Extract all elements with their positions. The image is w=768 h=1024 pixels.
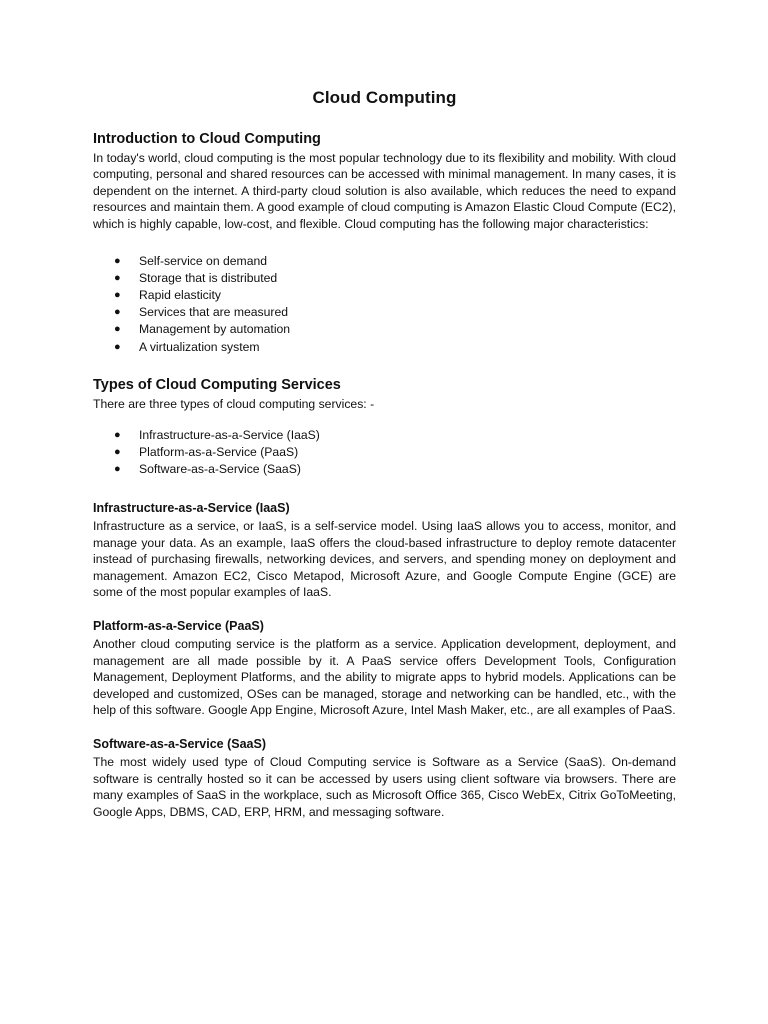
saas-heading: Software-as-a-Service (SaaS) xyxy=(93,737,266,752)
bullet-icon: ● xyxy=(114,289,121,302)
iaas-heading: Infrastructure-as-a-Service (IaaS) xyxy=(93,501,290,516)
bullet-icon: ● xyxy=(114,463,121,476)
characteristics-list xyxy=(93,253,676,356)
paas-section xyxy=(93,618,676,718)
list-item: ● Storage that is distributed xyxy=(114,270,676,287)
document-page xyxy=(93,88,676,820)
document-title: Cloud Computing xyxy=(312,88,457,107)
iaas-paragraph: Infrastructure as a service, or IaaS, is a self-service model. Using IaaS allows you to access, monitor, and manage your data. As an example, IaaS offers the cloud-based infrastructure to deploy remote datacenter instead of purchasing firewalls, networking devices, and servers, and spending money on deployment and management. Amazon EC2, Cisco Metapod, Microsoft Azure, and Google Compute Engine (GCE) are some of the most popular examples of IaaS. xyxy=(93,519,676,599)
list-item: ● Platform-as-a-Service (PaaS) xyxy=(114,444,676,461)
types-heading: Types of Cloud Computing Services xyxy=(93,376,341,393)
list-item: ● Software-as-a-Service (SaaS) xyxy=(114,461,676,478)
bullet-icon: ● xyxy=(114,272,121,285)
bullet-icon: ● xyxy=(114,255,121,268)
list-item: ● Infrastructure-as-a-Service (IaaS) xyxy=(114,427,676,444)
bullet-icon: ● xyxy=(114,306,121,319)
iaas-section xyxy=(93,500,676,600)
types-lead: There are three types of cloud computing services: - xyxy=(93,396,375,411)
list-item: ● Rapid elasticity xyxy=(114,287,676,304)
saas-section xyxy=(93,736,676,820)
bullet-icon: ● xyxy=(114,323,121,336)
intro-paragraph: In today's world, cloud computing is the most popular technology due to its flexibility and mobility. With cloud computing, personal and shared resources can be accessed with minimal management. In many cases, it is dependent on the internet. A third-party cloud solution is also available, which reduces the need to expand resources and maintain them. A good example of cloud computing is Amazon Elastic Cloud Compute (EC2), which is highly capable, low-cost, and flexible. Cloud computing has the following major characteristics: xyxy=(93,151,676,231)
list-item: ● A virtualization system xyxy=(114,339,676,356)
paas-paragraph: Another cloud computing service is the platform as a service. Application development, deployment, and management are all made possible by it. A PaaS service offers Development Tools, Configuration Management, Deployment Platforms, and the ability to migrate apps to hybrid models. Applications can be developed and customized, OSes can be managed, storage and networking can be handled, etc., with the help of this software. Google App Engine, Microsoft Azure, Intel Mash Maker, etc., are all examples of PaaS. xyxy=(93,637,676,717)
list-item: ● Services that are measured xyxy=(114,304,676,321)
saas-paragraph: The most widely used type of Cloud Computing service is Software as a Service (SaaS). On-demand software is centrally hosted so it can be accessed by users using client software via browsers. There are many examples of SaaS in the workplace, such as Microsoft Office 365, Cisco WebEx, Citrix GoToMeeting, Google Apps, DBMS, CAD, ERP, HRM, and messaging software. xyxy=(93,755,676,819)
list-item: ● Self-service on demand xyxy=(114,253,676,270)
bullet-icon: ● xyxy=(114,429,121,441)
list-item: ● Management by automation xyxy=(114,321,676,338)
intro-section xyxy=(93,130,676,356)
service-types-list xyxy=(93,427,676,478)
types-section xyxy=(93,376,676,479)
bullet-icon: ● xyxy=(114,446,121,459)
paas-heading: Platform-as-a-Service (PaaS) xyxy=(93,619,264,634)
bullet-icon: ● xyxy=(114,340,121,353)
intro-heading: Introduction to Cloud Computing xyxy=(93,131,321,147)
